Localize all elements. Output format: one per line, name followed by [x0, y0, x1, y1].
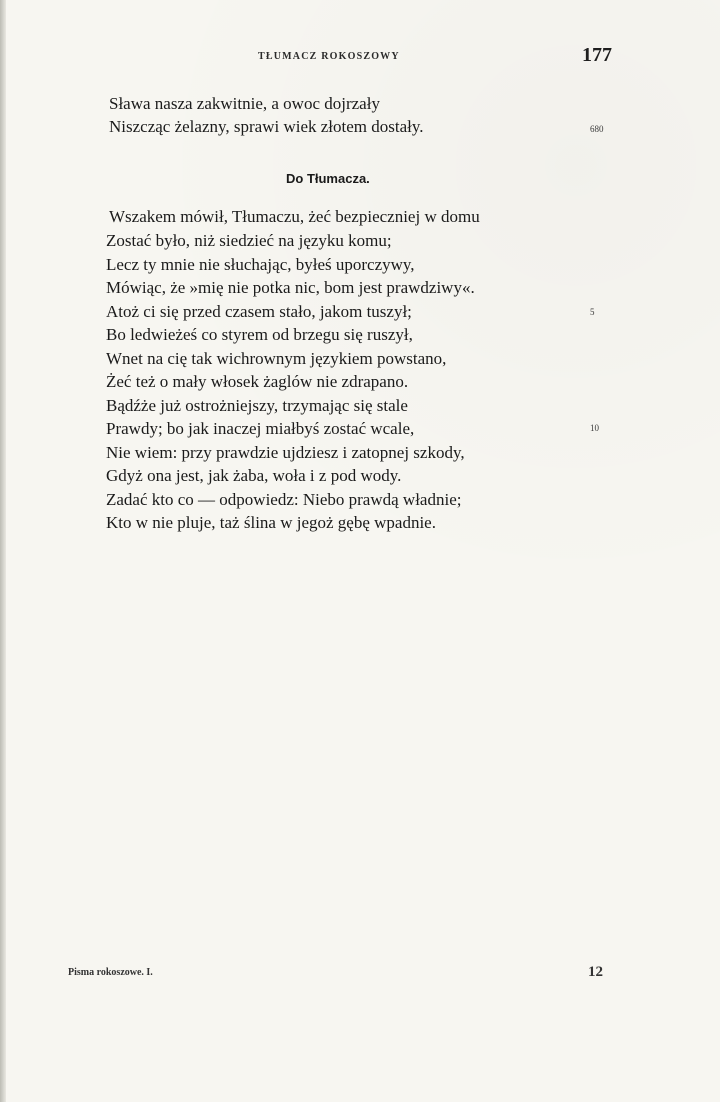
verse-line: Zostać było, niż siedzieć na języku komu; — [106, 231, 392, 250]
verse-line: Lecz ty mnie nie słuchając, byłeś uporczywy, — [106, 255, 415, 274]
verse-line: Niszcząc żelazny, sprawi wiek złotem dostały. — [109, 117, 424, 136]
page-edge-shadow — [0, 0, 6, 1102]
verse-line: Żeć też o mały włosek żaglów nie zdrapano. — [106, 372, 409, 391]
verse-line: Nie wiem: przy prawdzie ujdziesz i zatopnej szkody, — [106, 443, 465, 462]
verse-line: Mówiąc, że »mię nie potka nic, bom jest prawdziwy«. — [106, 278, 475, 297]
signature-mark: Pisma rokoszowe. I. — [68, 967, 153, 978]
running-title: TŁUMACZ ROKOSZOWY — [258, 51, 400, 62]
verse-line: Gdyż ona jest, jak żaba, woła i z pod wody. — [106, 466, 402, 485]
line-number: 10 — [590, 423, 599, 433]
sheet-number: 12 — [588, 964, 603, 980]
line-number: 5 — [590, 307, 595, 317]
verse-line: Wszakem mówił, Tłumaczu, żeć bezpieczniej w domu — [109, 207, 480, 226]
verse-line: Sława nasza zakwitnie, a owoc dojrzały — [109, 94, 380, 113]
verse-line: Wnet na cię tak wichrownym językiem powstano, — [106, 349, 447, 368]
verse-line: Bądźże już ostrożniejszy, trzymając się stale — [106, 396, 408, 415]
verse-line: Kto w nie pluje, taż ślina w jegoż gębę wpadnie. — [106, 513, 436, 532]
verse-line: Prawdy; bo jak inaczej miałbyś zostać wcale, — [106, 419, 415, 438]
verse-line: Bo ledwieżeś co styrem od brzegu się ruszył, — [106, 325, 413, 344]
verse-line: Atoż ci się przed czasem stało, jakom tuszył; — [106, 302, 412, 321]
verse-line: Zadać kto co — odpowiedz: Niebo prawdą władnie; — [106, 490, 462, 509]
line-number: 680 — [590, 124, 604, 134]
section-title: Do Tłumacza. — [286, 171, 370, 186]
page-number: 177 — [582, 44, 612, 66]
